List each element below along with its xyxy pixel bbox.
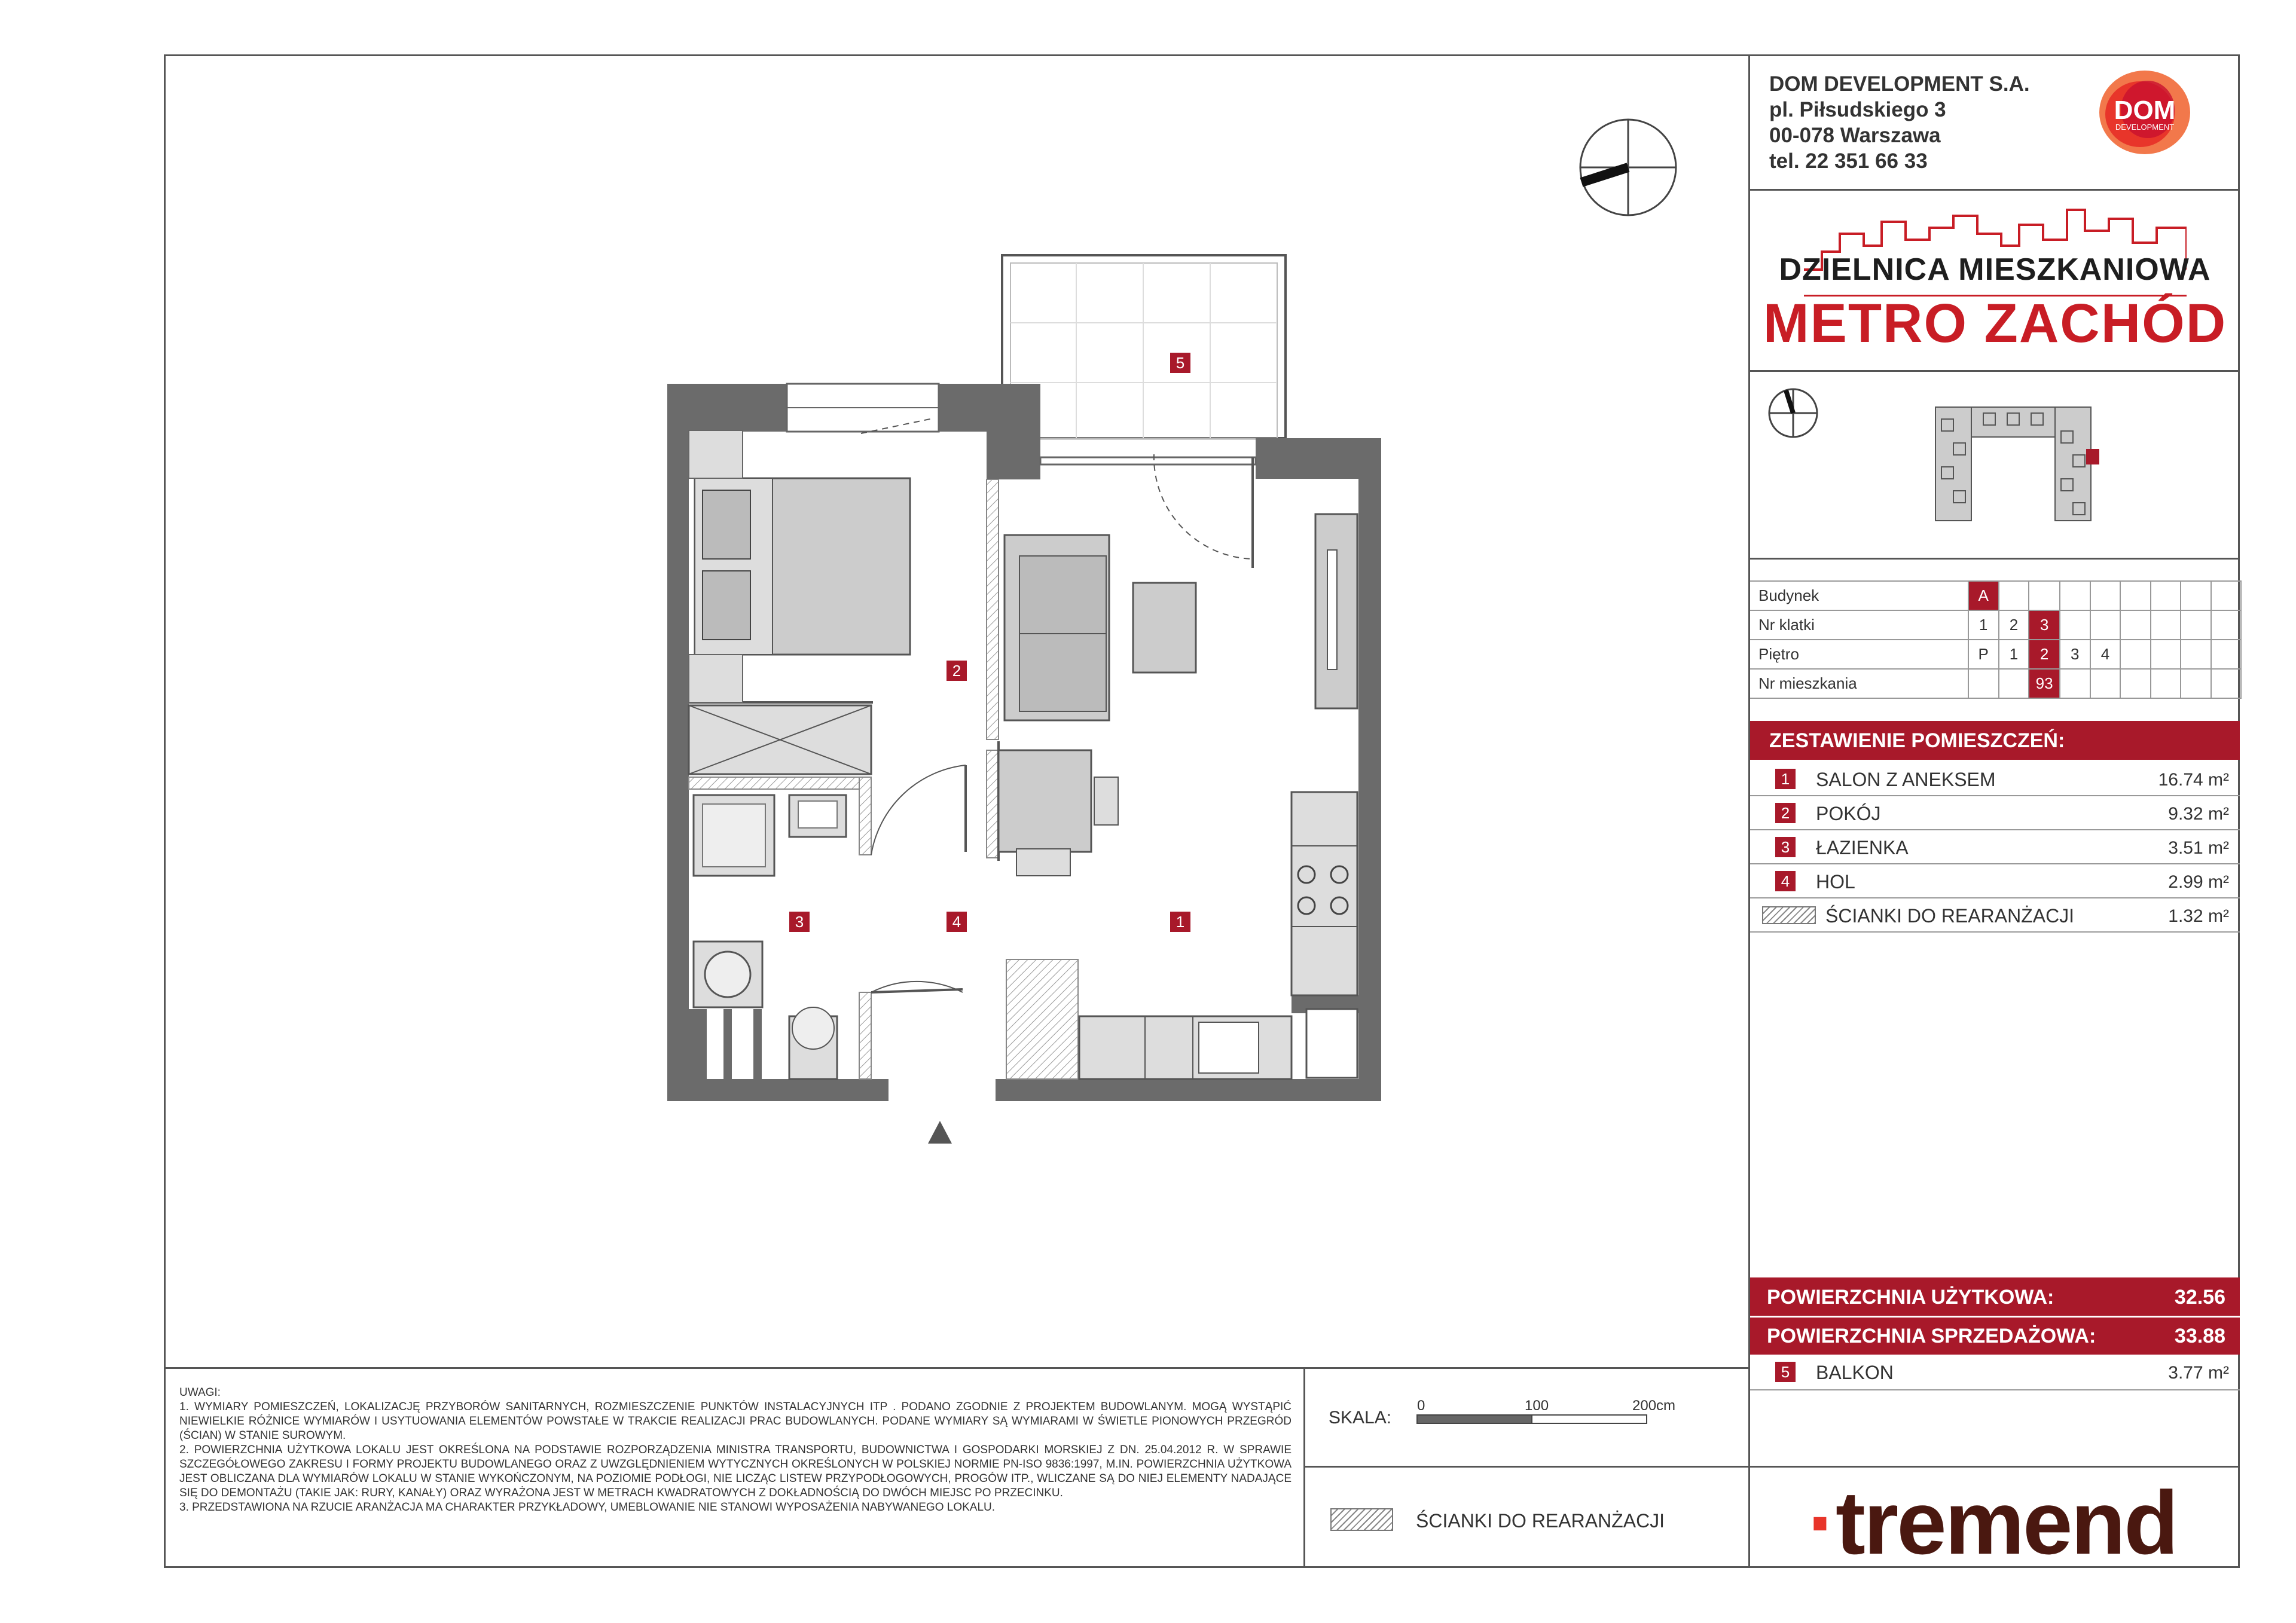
location-cell <box>2120 640 2150 669</box>
location-cell: P <box>1968 640 1999 669</box>
room-number: 1 <box>1775 769 1796 789</box>
wardrobe <box>689 705 871 774</box>
partition-walls-row: ŚCIANKI DO REARANŻACJI 1.32 m² <box>1750 898 2240 933</box>
company-address <box>1769 71 2030 174</box>
bed <box>689 430 910 702</box>
location-cell: 1 <box>1999 640 2029 669</box>
location-row-label: Nr mieszkania <box>1750 669 1968 698</box>
brand-line-1: DZIELNICA MIESZKANIOWA <box>1779 252 2211 287</box>
room-number: 3 <box>1775 837 1796 857</box>
room-name: POKÓJ <box>1816 803 1881 824</box>
room-area: 2.99 m² <box>2168 872 2229 892</box>
location-cell <box>1999 669 2029 698</box>
brand-line-2: METRO ZACHÓD <box>1763 293 2227 354</box>
location-row <box>1750 581 2241 610</box>
location-row <box>1750 610 2241 640</box>
notes-title: UWAGI: <box>179 1386 221 1399</box>
location-cell <box>1999 581 2029 610</box>
balcony-row: 5 BALKON 3.77 m² <box>1750 1355 2240 1390</box>
company-phone: tel. 22 351 66 33 <box>1769 149 1928 173</box>
location-row <box>1750 669 2241 698</box>
note-2: 2. POWIERZCHNIA UŻYTKOWA LOKALU JEST OKREŚLONA NA PODSTAWIE ROZPORZĄDZENIA MINISTRA TRANSPORTU, BUDOWNICTWA I GOSPODARKI MORSKIEJ Z DN. 25.04.2012 R. W SPRAWIE SZCZEGÓŁOWEGO ZAKRESU I FORMY PROJEKTU BUDOWLANEGO ORAZ Z UWZGLĘDNIENIEM WYTYCZNYCH OKREŚLONYCH W POLSKIEJ NORMIE PN-ISO 9836:1997, M.IN. POWIERZCHNIA UŻYTKOWA JEST OBLICZANA DLA WYMIARÓW LOKALU W STANIE WYKOŃCZONYM, NA POZIOMIE PODŁOGI, NIE LICZĄC LISTEW PRZYPODŁOGOWYCH, PROGÓW ITP., WLICZANE SĄ DO NIEJ ELEMENTY NADAJĄCE SIĘ DO DEMONTAŻU (TAKIE JAK: RURY, KANAŁY) ORAZ WYRAŻONA JEST W METRACH KWADRATOWYCH Z DOKŁADNOŚCIĄ DO DWÓCH MIEJSC PO PRZECINKU. <box>179 1444 1292 1499</box>
room-row <box>1750 864 2240 898</box>
company-street: pl. Piłsudskiego 3 <box>1769 98 1946 121</box>
entrance-arrow-icon <box>928 1121 952 1144</box>
floor-plan <box>164 54 1750 1367</box>
svg-text:4: 4 <box>952 913 961 931</box>
tremend-logo: ·tremend <box>1808 1472 2177 1573</box>
location-cell <box>2151 581 2181 610</box>
sale-area-bar: POWIERZCHNIA SPRZEDAŻOWA: 33.88 <box>1750 1318 2240 1355</box>
kitchen <box>1079 792 1357 1079</box>
building-key-plan <box>1923 395 2103 533</box>
location-cell: 1 <box>1968 610 1999 640</box>
room-name: ŁAZIENKA <box>1816 837 1909 858</box>
rooms-header: ZESTAWIENIE POMIESZCZEŃ: <box>1750 721 2240 760</box>
svg-text:DEVELOPMENT: DEVELOPMENT <box>2115 123 2175 132</box>
room-row <box>1750 796 2240 830</box>
notes-block <box>179 1386 1292 1515</box>
usable-area-bar: POWIERZCHNIA UŻYTKOWA: 32.56 <box>1750 1277 2240 1318</box>
location-cell <box>2151 610 2181 640</box>
location-table <box>1750 580 2242 699</box>
location-cell <box>2060 669 2090 698</box>
location-cell <box>2181 669 2210 698</box>
location-cell <box>2211 581 2241 610</box>
location-cell <box>2151 640 2181 669</box>
svg-text:3: 3 <box>795 913 804 931</box>
scale-bar <box>1411 1396 1698 1438</box>
location-row-label: Budynek <box>1750 581 1968 610</box>
svg-text:2: 2 <box>952 662 961 680</box>
location-cell <box>2029 581 2059 610</box>
note-1: 1. WYMIARY POMIESZCZEŃ, LOKALIZACJĘ PRZYBORÓW SANITARNYCH, ROZMIESZCZENIE PUNKTÓW INSTALACYJNYCH ITP . PODANO ZGODNIE Z PROJEKTEM BUDOWLANYM. MOGĄ WYSTĄPIĆ NIEWIELKIE RÓŻNICE WYMIARÓW I USYTUOWANIA ELEMENTÓW POWSTAŁE W TRAKCIE REALIZACJI PRAC BUDOWLANYCH. PODANE WYMIARY SĄ WYMIARAMI W ŚWIETLE PIONOWYCH PRZEGRÓD (ŚCIAN) W STANIE SUROWYM. <box>179 1401 1292 1442</box>
mini-compass-icon <box>1763 383 1823 443</box>
room-number: 2 <box>1775 803 1796 823</box>
location-cell: 3 <box>2029 610 2059 640</box>
location-cell <box>2211 640 2241 669</box>
compass-icon <box>1580 120 1676 215</box>
info-panel <box>1748 54 2240 1573</box>
location-cell <box>1968 669 1999 698</box>
svg-text:DOM: DOM <box>2114 96 2176 125</box>
location-row-label: Piętro <box>1750 640 1968 669</box>
location-cell <box>2090 669 2121 698</box>
location-cell <box>2120 669 2150 698</box>
location-cell <box>2090 610 2121 640</box>
room-area: 16.74 m² <box>2158 770 2229 790</box>
company-name: DOM DEVELOPMENT S.A. <box>1769 72 2030 96</box>
location-cell: 2 <box>1999 610 2029 640</box>
bathroom-fixtures <box>694 795 846 1079</box>
company-city: 00-078 Warszawa <box>1769 124 1941 147</box>
location-cell <box>2211 610 2241 640</box>
legend-label: ŚCIANKI DO REARANŻACJI <box>1416 1510 1665 1532</box>
location-cell <box>2151 669 2181 698</box>
location-cell: A <box>1968 581 1999 610</box>
location-cell: 2 <box>2029 640 2059 669</box>
room-name: HOL <box>1816 871 1855 893</box>
location-cell <box>2181 610 2210 640</box>
balcony-area <box>1002 255 1286 438</box>
svg-text:0: 0 <box>1417 1398 1425 1414</box>
room-row <box>1750 762 2240 796</box>
room-name: SALON Z ANEKSEM <box>1816 769 1996 790</box>
note-3: 3. PRZEDSTAWIONA NA RZUCIE ARANŻACJA MA CHARAKTER PRZYKŁADOWY, UMEBLOWANIE NIE STANOWI WYPOSAŻENIA NABYWANEGO LOKALU. <box>179 1501 996 1514</box>
room-row <box>1750 830 2240 864</box>
location-cell <box>2090 581 2121 610</box>
room-number: 4 <box>1775 871 1796 891</box>
location-cell <box>2181 581 2210 610</box>
hatch-swatch-icon <box>1762 906 1816 924</box>
legend-hatch-icon <box>1330 1508 1393 1531</box>
location-cell <box>2060 581 2090 610</box>
room-area: 9.32 m² <box>2168 804 2229 824</box>
location-cell: 3 <box>2060 640 2090 669</box>
location-row <box>1750 640 2241 669</box>
location-cell <box>2060 610 2090 640</box>
scale-label: SKALA: <box>1329 1408 1392 1428</box>
svg-text:1: 1 <box>1176 913 1185 931</box>
location-cell <box>2181 640 2210 669</box>
svg-text:5: 5 <box>1176 354 1185 372</box>
location-cell <box>2120 581 2150 610</box>
dom-development-logo <box>2097 68 2193 157</box>
location-cell: 93 <box>2029 669 2059 698</box>
location-row-label: Nr klatki <box>1750 610 1968 640</box>
location-cell <box>2211 669 2241 698</box>
svg-text:200cm: 200cm <box>1632 1398 1676 1414</box>
location-cell: 4 <box>2090 640 2121 669</box>
svg-text:100: 100 <box>1525 1398 1549 1414</box>
location-cell <box>2120 610 2150 640</box>
room-area: 3.51 m² <box>2168 838 2229 858</box>
